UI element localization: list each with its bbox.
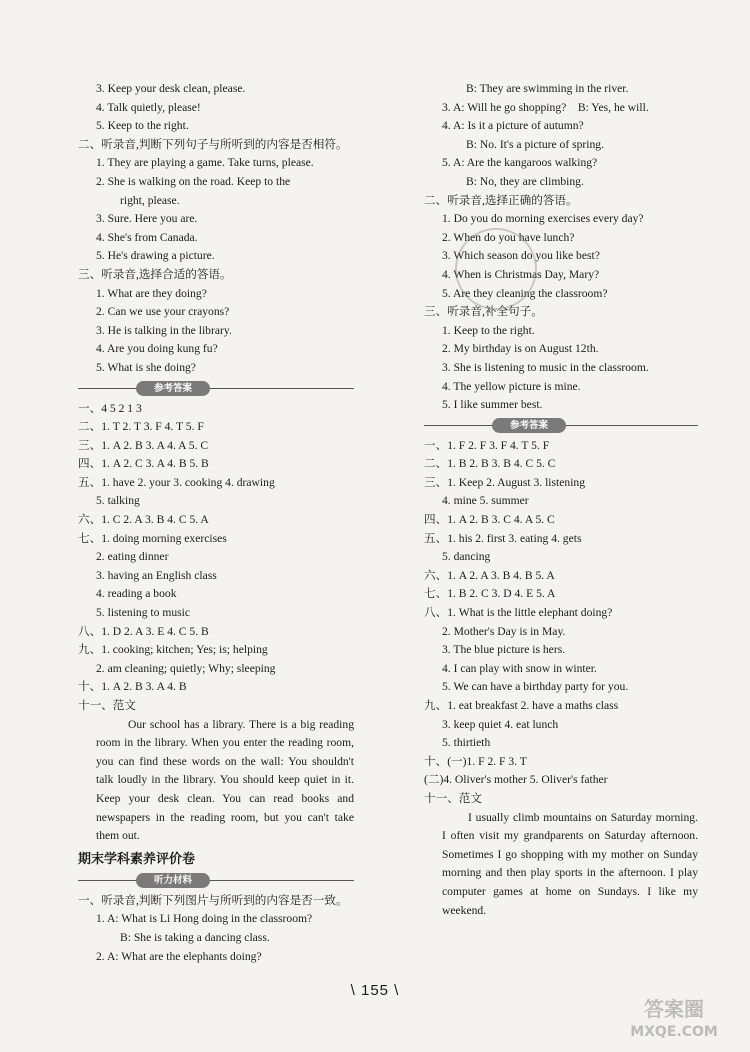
text-line: 1. They are playing a game. Take turns, please. <box>96 156 314 170</box>
answer-line: 八、1. D 2. A 3. E 4. C 5. B <box>78 624 209 638</box>
text-line: 2. My birthday is on August 12th. <box>442 342 599 356</box>
answer-line: 九、1. eat breakfast 2. have a maths class <box>424 699 619 712</box>
listening-banner <box>78 871 354 891</box>
answer-line: 4. mine 5. summer <box>442 494 529 508</box>
text-line: B: No. It's a picture of spring. <box>466 137 604 151</box>
svg-text:MXQE.COM: MXQE.COM <box>630 1024 718 1040</box>
text-line: 5. He's drawing a picture. <box>96 249 215 263</box>
answer-line: 三、1. A 2. B 3. A 4. A 5. C <box>78 438 209 452</box>
answer-line: 六、1. A 2. A 3. B 4. B 5. A <box>424 568 555 582</box>
watermark-logo <box>614 992 734 1042</box>
model-essay: Our school has a library. There is a big reading room in the library. When you enter the reading room, you can find these words on the wall: You shouldn't talk loudly in the library. You should keep quiet in it. Keep your desk clean. You can read books and newspapers in the reading room, but you can't take them out. <box>96 717 354 843</box>
text-line: 5. Are they cleaning the classroom? <box>442 286 608 300</box>
answer-line: 八、1. What is the little elephant doing? <box>424 606 613 620</box>
text-line: 2. When do you have lunch? <box>442 230 575 244</box>
text-line: 2. She is walking on the road. Keep to the <box>96 174 291 188</box>
answer-line: 五、1. have 2. your 3. cooking 4. drawing <box>78 475 275 489</box>
answer-line: 5. dancing <box>442 550 491 564</box>
answer-line: 九、1. cooking; kitchen; Yes; is; helping <box>78 643 268 657</box>
answer-line: 2. eating dinner <box>96 550 169 564</box>
text-line: B: No, they are climbing. <box>466 174 584 188</box>
answer-line: 一、1. F 2. F 3. F 4. T 5. F <box>424 438 550 452</box>
text-line: 1. Keep to the right. <box>442 323 535 337</box>
answer-line: 5. listening to music <box>96 606 191 620</box>
question-heading: 二、听录音,选择正确的答语。 <box>424 193 578 207</box>
answer-line: 七、1. doing morning exercises <box>78 531 227 545</box>
text-line: 4. She's from Canada. <box>96 230 198 244</box>
svg-text:答案圈: 答案圈 <box>644 997 704 1021</box>
answer-key-tag: 参考答案 <box>136 381 210 396</box>
answer-line: 二、1. T 2. T 3. F 4. T 5. F <box>78 420 204 434</box>
answer-line: 5. We can have a birthday party for you. <box>442 680 629 694</box>
text-line: 3. She is listening to music in the classroom. <box>442 360 649 374</box>
listening-tag: 听力材料 <box>136 873 210 888</box>
text-line: 1. What are they doing? <box>96 286 207 300</box>
answer-line: 4. I can play with snow in winter. <box>442 661 597 675</box>
text-line: 4. When is Christmas Day, Mary? <box>442 267 600 281</box>
answer-line: 2. am cleaning; quietly; Why; sleeping <box>96 661 276 675</box>
text-line: 1. A: What is Li Hong doing in the classroom? <box>96 912 313 926</box>
answer-line: 四、1. A 2. B 3. C 4. A 5. C <box>424 513 555 527</box>
text-line: 4. Talk quietly, please! <box>96 100 201 114</box>
right-column <box>424 80 698 920</box>
answer-line: 5. talking <box>96 494 140 508</box>
section-title: 期末学科素养评价卷 <box>78 851 196 867</box>
text-line: 5. I like summer best. <box>442 398 543 412</box>
answer-line: 七、1. B 2. C 3. D 4. E 5. A <box>424 587 556 601</box>
answer-line: 4. reading a book <box>96 587 177 601</box>
answer-line: 十、(一)1. F 2. F 3. T <box>424 754 527 768</box>
text-line: 4. A: Is it a picture of autumn? <box>442 119 584 133</box>
page-number: \ 155 \ <box>350 982 400 999</box>
answer-line: 二、1. B 2. B 3. B 4. C 5. C <box>424 457 556 471</box>
text-line: 3. Keep your desk clean, please. <box>96 82 246 95</box>
text-line: B: She is taking a dancing class. <box>120 930 270 944</box>
model-essay: I usually climb mountains on Saturday morning. I often visit my grandparents on Saturday afternoon. Sometimes I go shopping with my mother on Sunday morning and then play sports in the afternoon. I play computer games at home on Sundays. I like my weekend. <box>442 810 698 917</box>
text-line: 1. Do you do morning exercises every day? <box>442 212 644 226</box>
text-line: B: They are swimming in the river. <box>466 82 629 95</box>
banner-rule <box>78 880 354 881</box>
answer-line: 3. having an English class <box>96 568 217 582</box>
answer-key-tag: 参考答案 <box>492 418 566 433</box>
answer-line: 一、4 5 2 1 3 <box>78 401 142 415</box>
answer-key-banner <box>424 416 698 436</box>
answer-line: 三、1. Keep 2. August 3. listening <box>424 475 586 489</box>
question-heading: 三、听录音,选择合适的答语。 <box>78 267 232 281</box>
text-line: 4. Are you doing kung fu? <box>96 342 218 356</box>
answer-line: 五、1. his 2. first 3. eating 4. gets <box>424 531 582 545</box>
answer-line: 2. Mother's Day is in May. <box>442 624 566 638</box>
answer-line: 3. keep quiet 4. eat lunch <box>442 717 559 731</box>
text-line: 3. A: Will he go shopping? B: Yes, he will. <box>442 100 649 114</box>
text-line: 2. A: What are the elephants doing? <box>96 949 262 963</box>
stamp-circle <box>455 228 537 310</box>
left-column <box>78 80 354 966</box>
answer-line: 十一、范文 <box>424 791 482 805</box>
answer-line: 六、1. C 2. A 3. B 4. C 5. A <box>78 513 209 527</box>
answer-key-banner <box>78 379 354 399</box>
text-line: 5. A: Are the kangaroos walking? <box>442 156 598 170</box>
answer-line: 十一、范文 <box>78 699 136 712</box>
text-line: 5. Keep to the right. <box>96 119 189 133</box>
answer-line: 5. thirtieth <box>442 736 491 750</box>
text-line: 2. Can we use your crayons? <box>96 305 230 319</box>
question-heading: 一、听录音,判断下列图片与所听到的内容是否一致。 <box>78 893 348 907</box>
answer-line: 四、1. A 2. C 3. A 4. B 5. B <box>78 457 209 471</box>
text-line: 5. What is she doing? <box>96 360 196 374</box>
text-line: right, please. <box>120 193 180 207</box>
answer-line: 十、1. A 2. B 3. A 4. B <box>78 680 187 694</box>
text-line: 4. The yellow picture is mine. <box>442 379 581 393</box>
text-line: 3. Which season do you like best? <box>442 249 600 263</box>
question-heading: 二、听录音,判断下列句子与所听到的内容是否相符。 <box>78 137 348 151</box>
text-line: 3. Sure. Here you are. <box>96 212 198 226</box>
answer-line: 3. The blue picture is hers. <box>442 643 566 657</box>
banner-rule <box>78 388 354 389</box>
answer-line: (二)4. Oliver's mother 5. Oliver's father <box>424 773 608 787</box>
question-heading: 三、听录音,补全句子。 <box>424 305 543 319</box>
text-line: 3. He is talking in the library. <box>96 323 232 337</box>
